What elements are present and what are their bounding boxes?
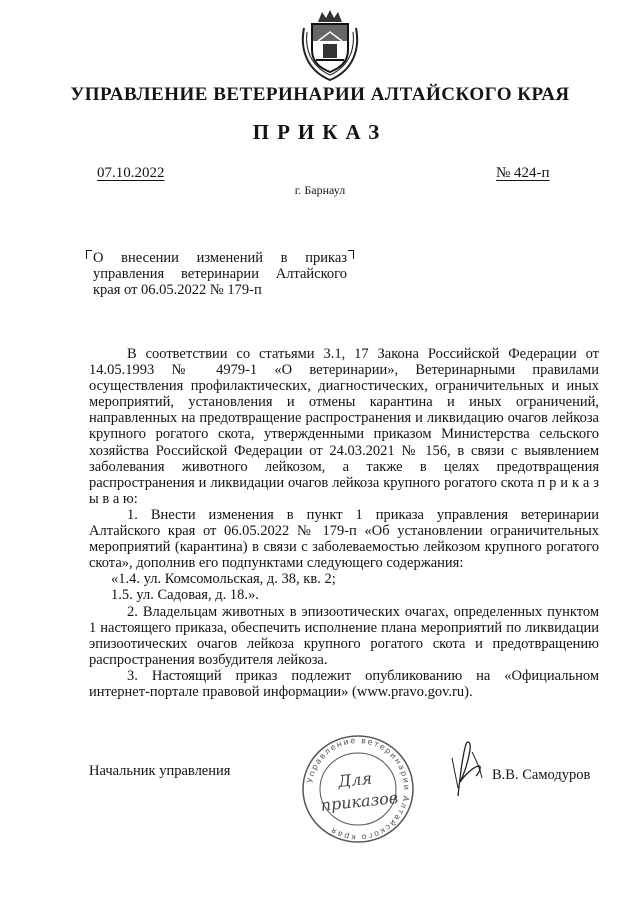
svg-text:Для: Для [337, 768, 373, 791]
subitem-1-5: 1.5. ул. Садовая, д. 18.». [111, 587, 259, 604]
preamble-paragraph: В соответствии со статьями 3.1, 17 Закона Российской Федерации от 14.05.1993 № 4979-1 «О ветеринарии», Ветеринарными правилами осуществления профилактических, диагностических, ограничительных и иных мероприятий, установления и отмены карантина и иных ограничений, направленных на предотвращение распространения и ликвидацию очагов лейкоза крупного рогатого скота, утвержденными приказом Министерства сельского хозяйства Российской Федерации от 24.03.2021 № 156, в связи с выявлением заболевания животного лейкозом, а также в целях предотвращения распространения и ликвидации очагов лейкоза крупного рогатого скота п р и к а з ы в а ю: [89, 346, 599, 507]
item-1-paragraph: 1. Внести изменения в пункт 1 приказа управления ветеринарии Алтайского края от 06.05.2022 № 179-п «Об установлении ограничительных мероприятий (карантина) в связи с заболеваемостью лейкозом крупного рогатого скота», дополнив его подпунктами следующего содержания: [89, 506, 599, 572]
altai-coat-of-arms-icon [296, 8, 364, 84]
signatory-position: Начальник управления [89, 763, 231, 779]
item-2-paragraph: 2. Владельцам животных в эпизоотических очагах, определенных пунктом 1 настоящего приказа, обеспечить исполнение плана мероприятий по ликвидации эпизоотических очагов лейкоза крупного рогатого скота и предотвращению распространения возбудителя лейкоза. [89, 603, 599, 668]
stamp-ring-text: Управление ветеринарии Алтайского края [305, 735, 412, 843]
handwritten-signature [438, 738, 500, 798]
official-stamp [300, 733, 416, 845]
document-subject: О внесении изменений в приказ управления ветеринарии Алтайского края от 06.05.2022 № 179-п [93, 250, 347, 298]
signatory-name: В.В. Самодуров [492, 767, 591, 783]
item-3-paragraph: 3. Настоящий приказ подлежит опубликованию на «Официальном интернет-портале правовой информации» (www.pravo.gov.ru). [89, 667, 599, 700]
document-city: г. Барнаул [294, 183, 346, 197]
document-type: ПРИКАЗ [252, 120, 388, 144]
subject-bracket-right [348, 250, 354, 259]
document-body [89, 346, 599, 700]
organization-title: УПРАВЛЕНИЕ ВЕТЕРИНАРИИ АЛТАЙСКОГО КРАЯ [70, 84, 570, 105]
svg-text:приказов: приказов [319, 787, 399, 815]
document-number: № 424-п [496, 165, 550, 181]
document-date: 07.10.2022 [97, 165, 165, 181]
subject-bracket-left [86, 250, 92, 259]
subitem-1-4: «1.4. ул. Комсомольская, д. 38, кв. 2; [111, 571, 336, 588]
